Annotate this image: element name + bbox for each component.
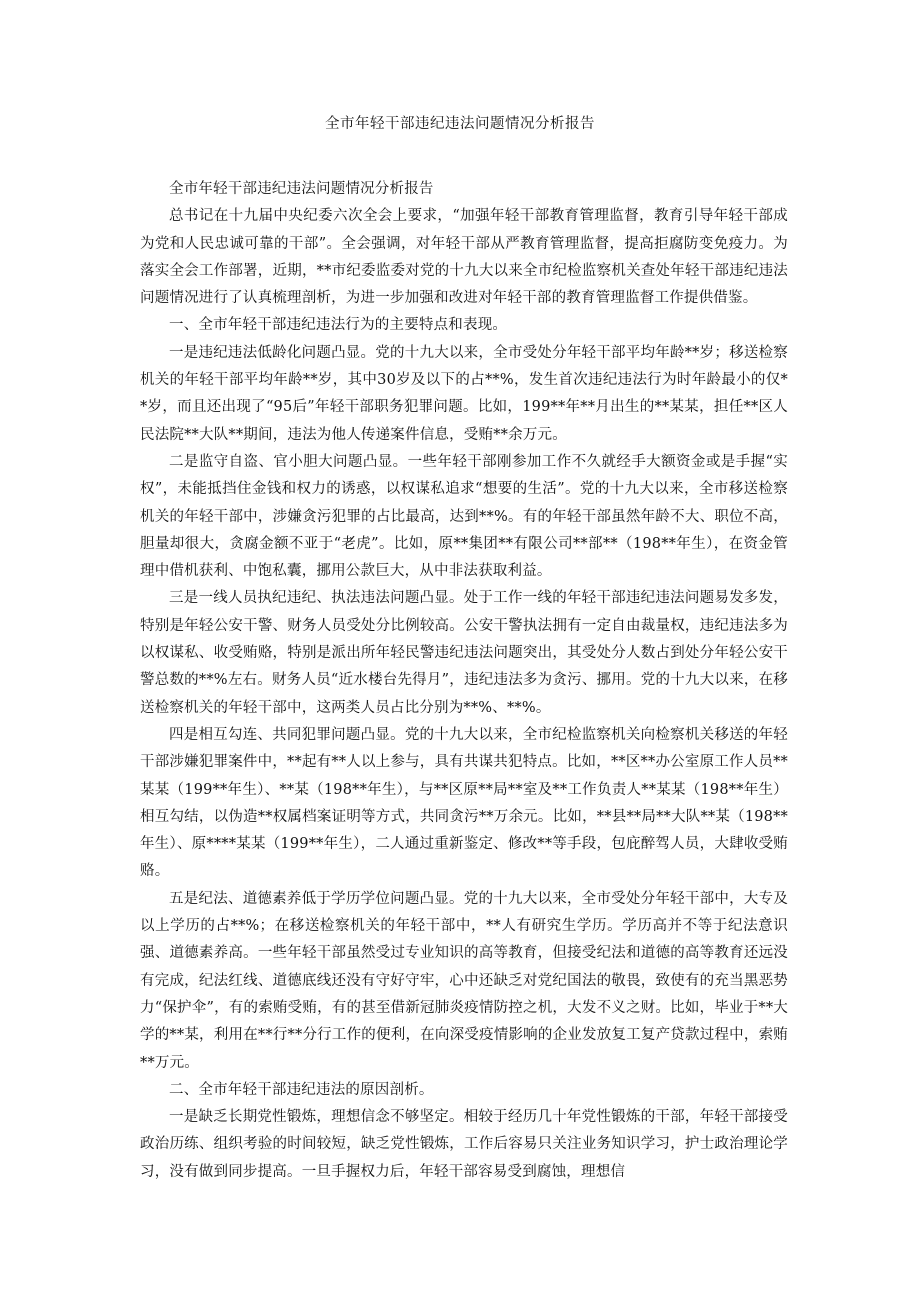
section-heading-2: 二、全市年轻干部违纪违法的原因剖析。 (169, 1081, 434, 1098)
paragraph-point-2: 二是监守自盗、官小胆大问题凸显。一些年轻干部刚参加工作不久就经手大额资金或是手握“实权”，未能抵挡住金钱和权力的诱惑，以权谋私追求“想要的生活”。党的十九大以来，全市移送检察机关的年轻干部中，涉嫌贪污犯罪的占比最高，达到**%。有的年轻干部虽然年龄不大、职位不高，胆量却很大，贪腐金额不亚于“老虎”。比如，原**集团**有限公司**部**（198**年生），在资金管理中借机获利、中饱私囊，挪用公款巨大，从中非法获取利益。 (140, 453, 788, 580)
section-heading-1: 一、全市年轻干部违纪违法行为的主要特点和表现。 (169, 317, 508, 334)
paragraph-point-5: 五是纪法、道德素养低于学历学位问题凸显。党的十九大以来，全市受处分年轻干部中，大专及以上学历的占**%；在移送检察机关的年轻干部中，**人有研究生学历。学历高并不等于纪法意识强、道德素养高。一些年轻干部虽然受过专业知识的高等教育，但接受纪法和道德的高等教育还远没有完成，纪法红线、道德底线还没有守好守牢，心中还缺乏对党纪国法的敬畏，致使有的充当黑恶势力“保护伞”，有的索贿受贿，有的甚至借新冠肺炎疫情防控之机，大发不义之财。比如，毕业于**大学的**某，利用在**行**分行工作的便利，在向深受疫情影响的企业发放复工复产贷款过程中，索贿**万元。 (140, 890, 788, 1071)
paragraph-point-3: 三是一线人员执纪违纪、执法违法问题凸显。处于工作一线的年轻干部违纪违法问题易发多发，特别是年轻公安干警、财务人员受处分比例较高。公安干警执法拥有一定自由裁量权，违纪违法多为以权谋私、收受贿赂，特别是派出所年轻民警违纪违法问题突出，其受处分人数占到处分年轻公安干警总数的**%左右。财务人员“近水楼台先得月”，违纪违法多为贪污、挪用。党的十九大以来，在移送检察机关的年轻干部中，这两类人员占比分别为**%、**%。 (140, 590, 788, 716)
document-title: 全市年轻干部违纪违法问题情况分析报告 (325, 116, 595, 132)
paragraph-intro: 总书记在十九届中央纪委六次全会上要求，“加强年轻干部教育管理监督，教育引导年轻干部成为党和人民忠诚可靠的干部”。全会强调，对年轻干部从严教育管理监督，提高拒腐防变免疫力。为落实全会工作部署，近期，**市纪委监委对党的十九大以来全市纪检监察机关查处年轻干部违纪违法问题情况进行了认真梳理剖析，为进一步加强和改进对年轻干部的教育管理监督工作提供借鉴。 (140, 208, 788, 307)
paragraph-point-4: 四是相互勾连、共同犯罪问题凸显。党的十九大以来，全市纪检监察机关向检察机关移送的年轻干部涉嫌犯罪案件中，**起有**人以上参与，具有共谋共犯特点。比如，**区**办公室原工作人员**某某（199**年生）、**某（198**年生），与**区原**局**室及**工作负责人**某某（198**年生）相互勾结，以伪造**权属档案证明等方式，共同贪污**万余元。比如，**县**局**大队**某（198**年生）、原****某某（199**年生），二人通过重新鉴定、修改**等手段，包庇醉驾人员，大肆收受贿赂。 (140, 726, 788, 880)
document-body (140, 176, 788, 1186)
paragraph-point-1: 一是违纪违法低龄化问题凸显。党的十九大以来，全市受处分年轻干部平均年龄**岁；移送检察机关的年轻干部平均年龄**岁，其中30岁及以下的占**%，发生首次违纪违法行为时年龄最小的仅**岁，而且还出现了“95后”年轻干部职务犯罪问题。比如，199**年**月出生的**某某，担任**区人民法院**大队**期间，违法为他人传递案件信息，受贿**余万元。 (140, 344, 788, 443)
report-heading: 全市年轻干部违纪违法问题情况分析报告 (169, 181, 434, 197)
paragraph-cause-1: 一是缺乏长期党性锻炼，理想信念不够坚定。相较于经历几十年党性锻炼的干部，年轻干部接受政治历练、组织考验的时间较短，缺乏党性锻炼，工作后容易只关注业务知识学习，护士政治理论学习，没有做到同步提高。一旦手握权力后，年轻干部容易受到腐蚀，理想信 (140, 1109, 788, 1180)
